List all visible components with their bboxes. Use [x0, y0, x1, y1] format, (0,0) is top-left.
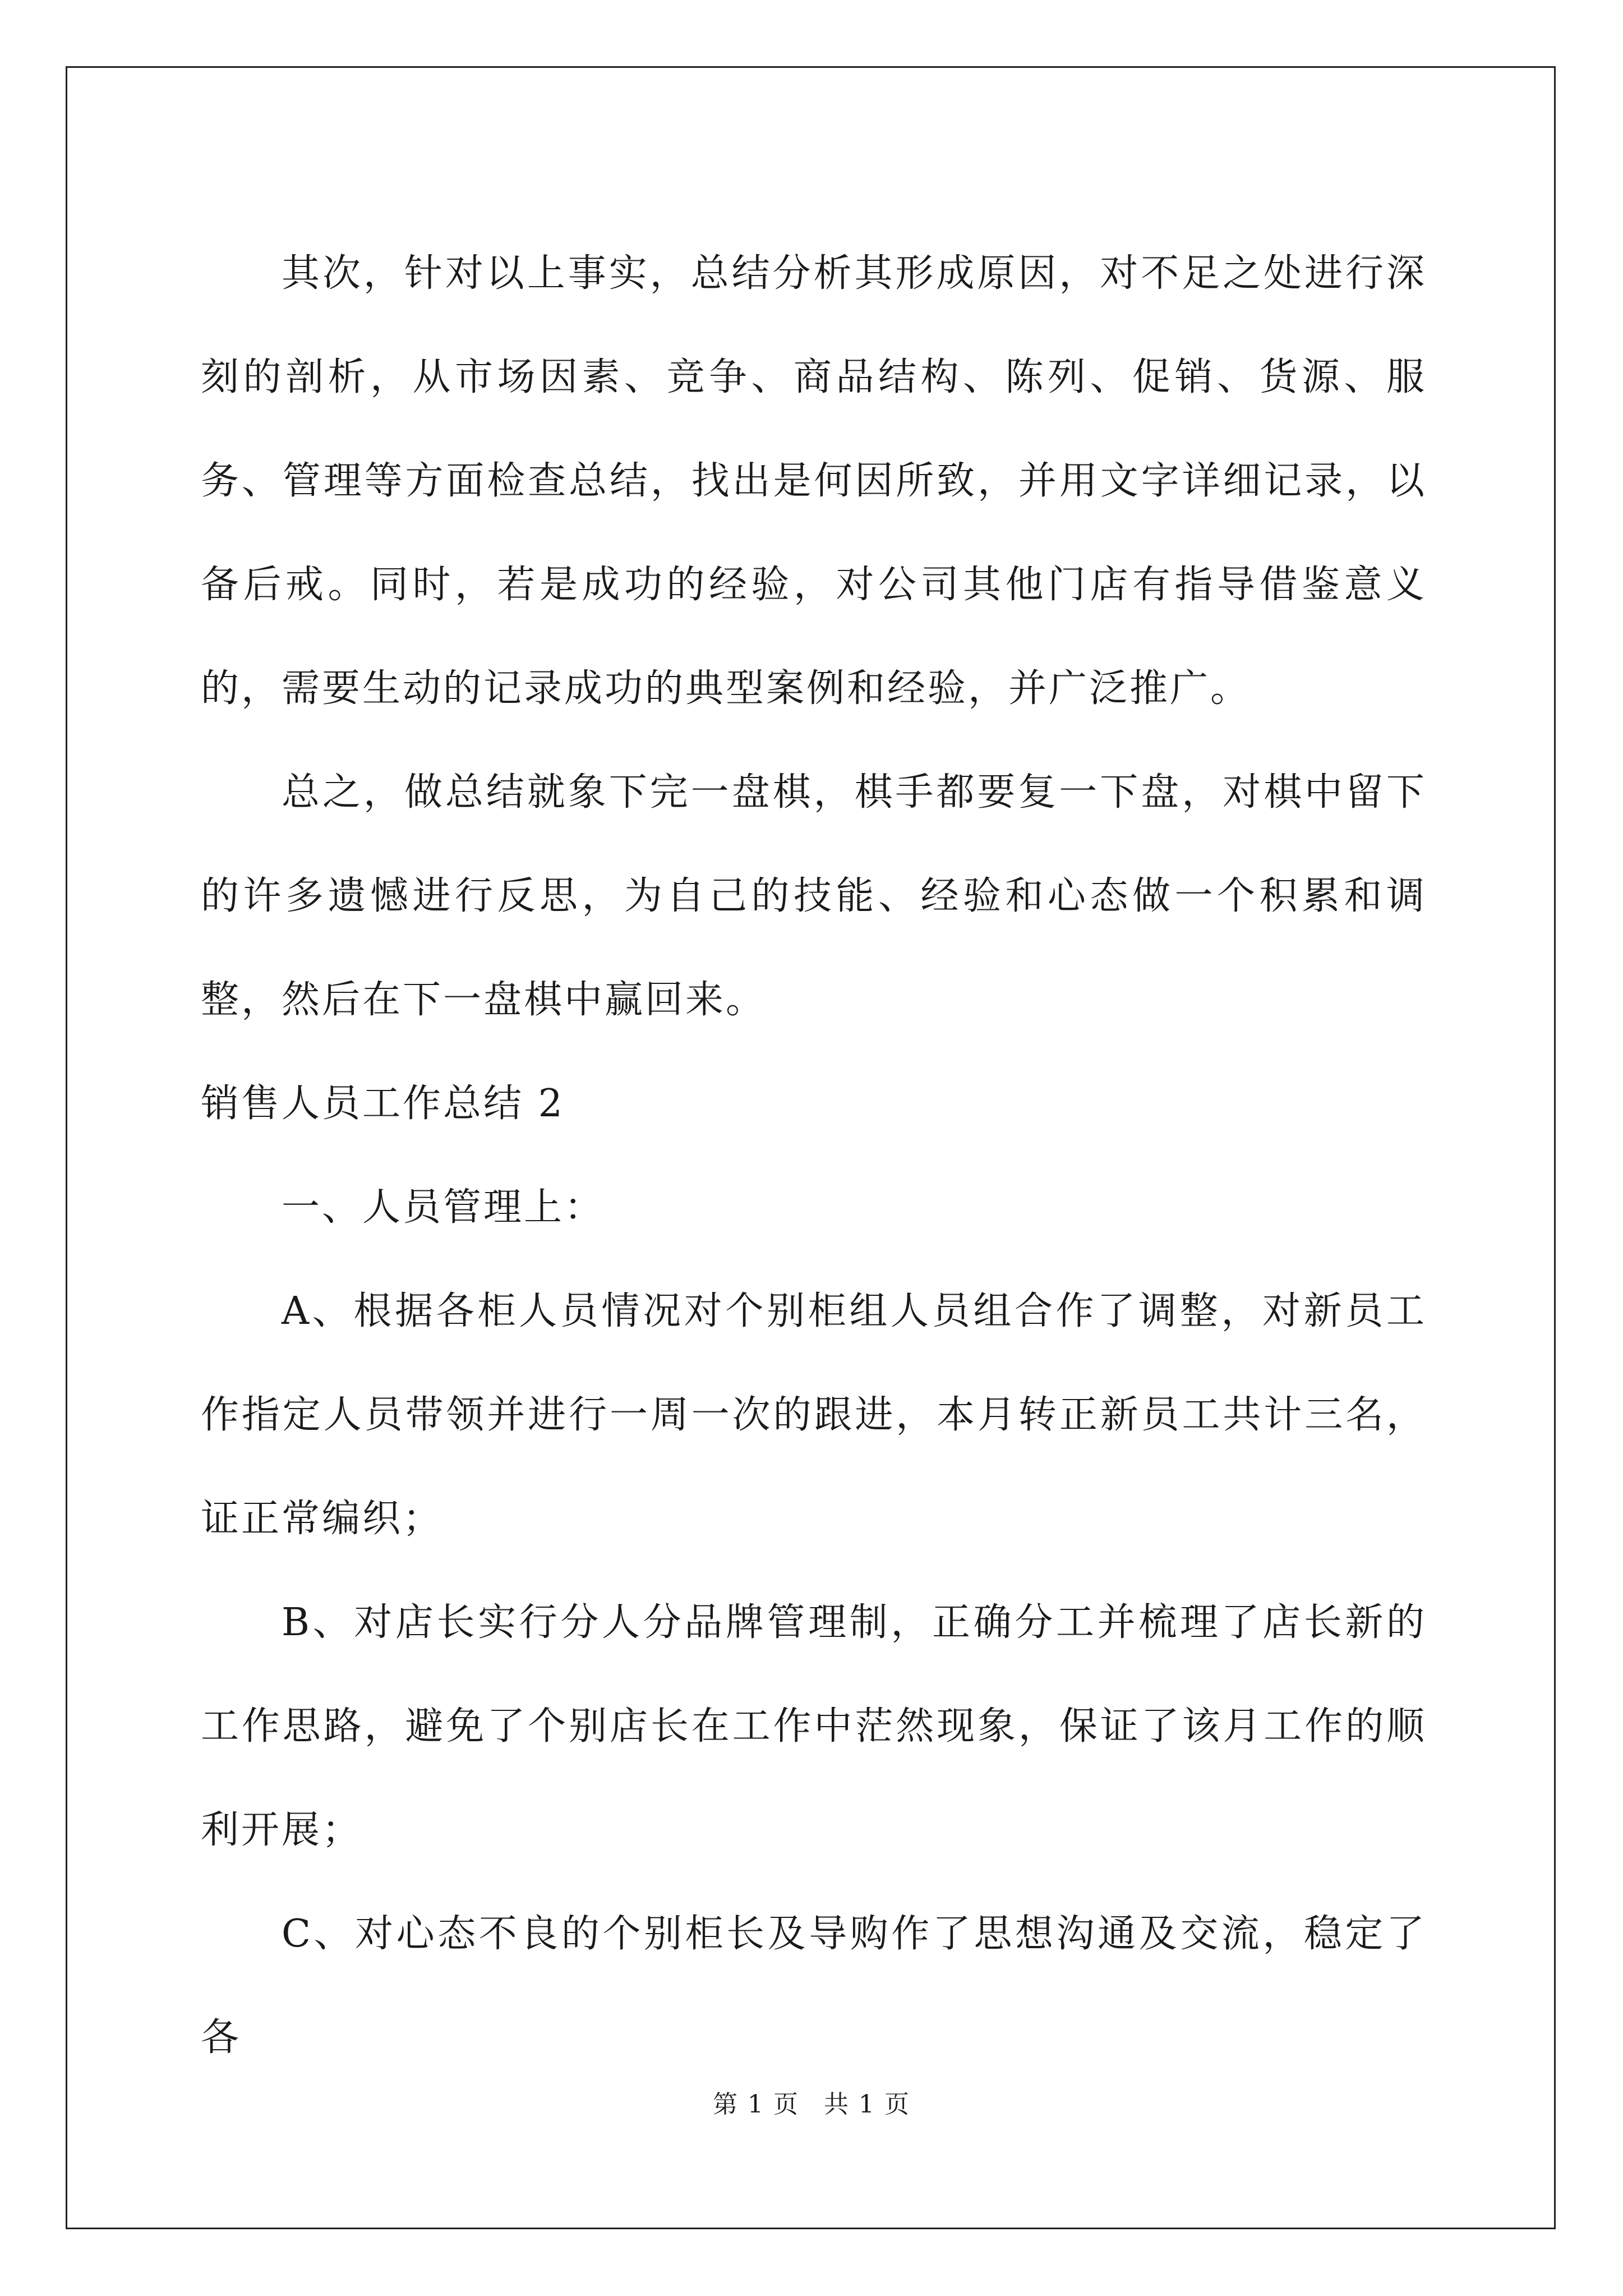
page-footer [0, 2088, 1623, 2122]
page-total: 共 1 页 [824, 2090, 910, 2119]
list-item-a: A、根据各柜人员情况对个别柜组人员组合作了调整，对新员工作指定人员带领并进行一周一次的跟进，本月转正新员工共计三名，证正常编织； [201, 1289, 1427, 1541]
list-item-c: C、对心态不良的个别柜长及导购作了思想沟通及交流，稳定了各 [201, 1912, 1427, 2060]
section-heading: 销售人员工作总结 2 [201, 1082, 565, 1126]
subheading-personnel: 一、人员管理上： [282, 1185, 605, 1230]
paragraph-summary-analysis: 其次，针对以上事实，总结分析其形成原因，对不足之处进行深刻的剖析，从市场因素、竞争、商品结构、陈列、促销、货源、服务、管理等方面检查总结，找出是何因所致，并用文字详细记录，以备后戒。同时，若是成功的经验，对公司其他门店有指导借鉴意义的，需要生动的记录成功的典型案例和经验，并广泛推广。 [201, 251, 1427, 711]
page-number: 第 1 页 [713, 2090, 799, 2119]
document-body [201, 222, 1427, 2090]
paragraph-conclusion: 总之，做总结就象下完一盘棋，棋手都要复一下盘，对棋中留下的许多遗憾进行反思，为自己的技能、经验和心态做一个积累和调整，然后在下一盘棋中赢回来。 [201, 770, 1427, 1022]
list-item-b: B、对店长实行分人分品牌管理制，正确分工并梳理了店长新的工作思路，避免了个别店长在工作中茫然现象，保证了该月工作的顺利开展； [201, 1600, 1427, 1852]
